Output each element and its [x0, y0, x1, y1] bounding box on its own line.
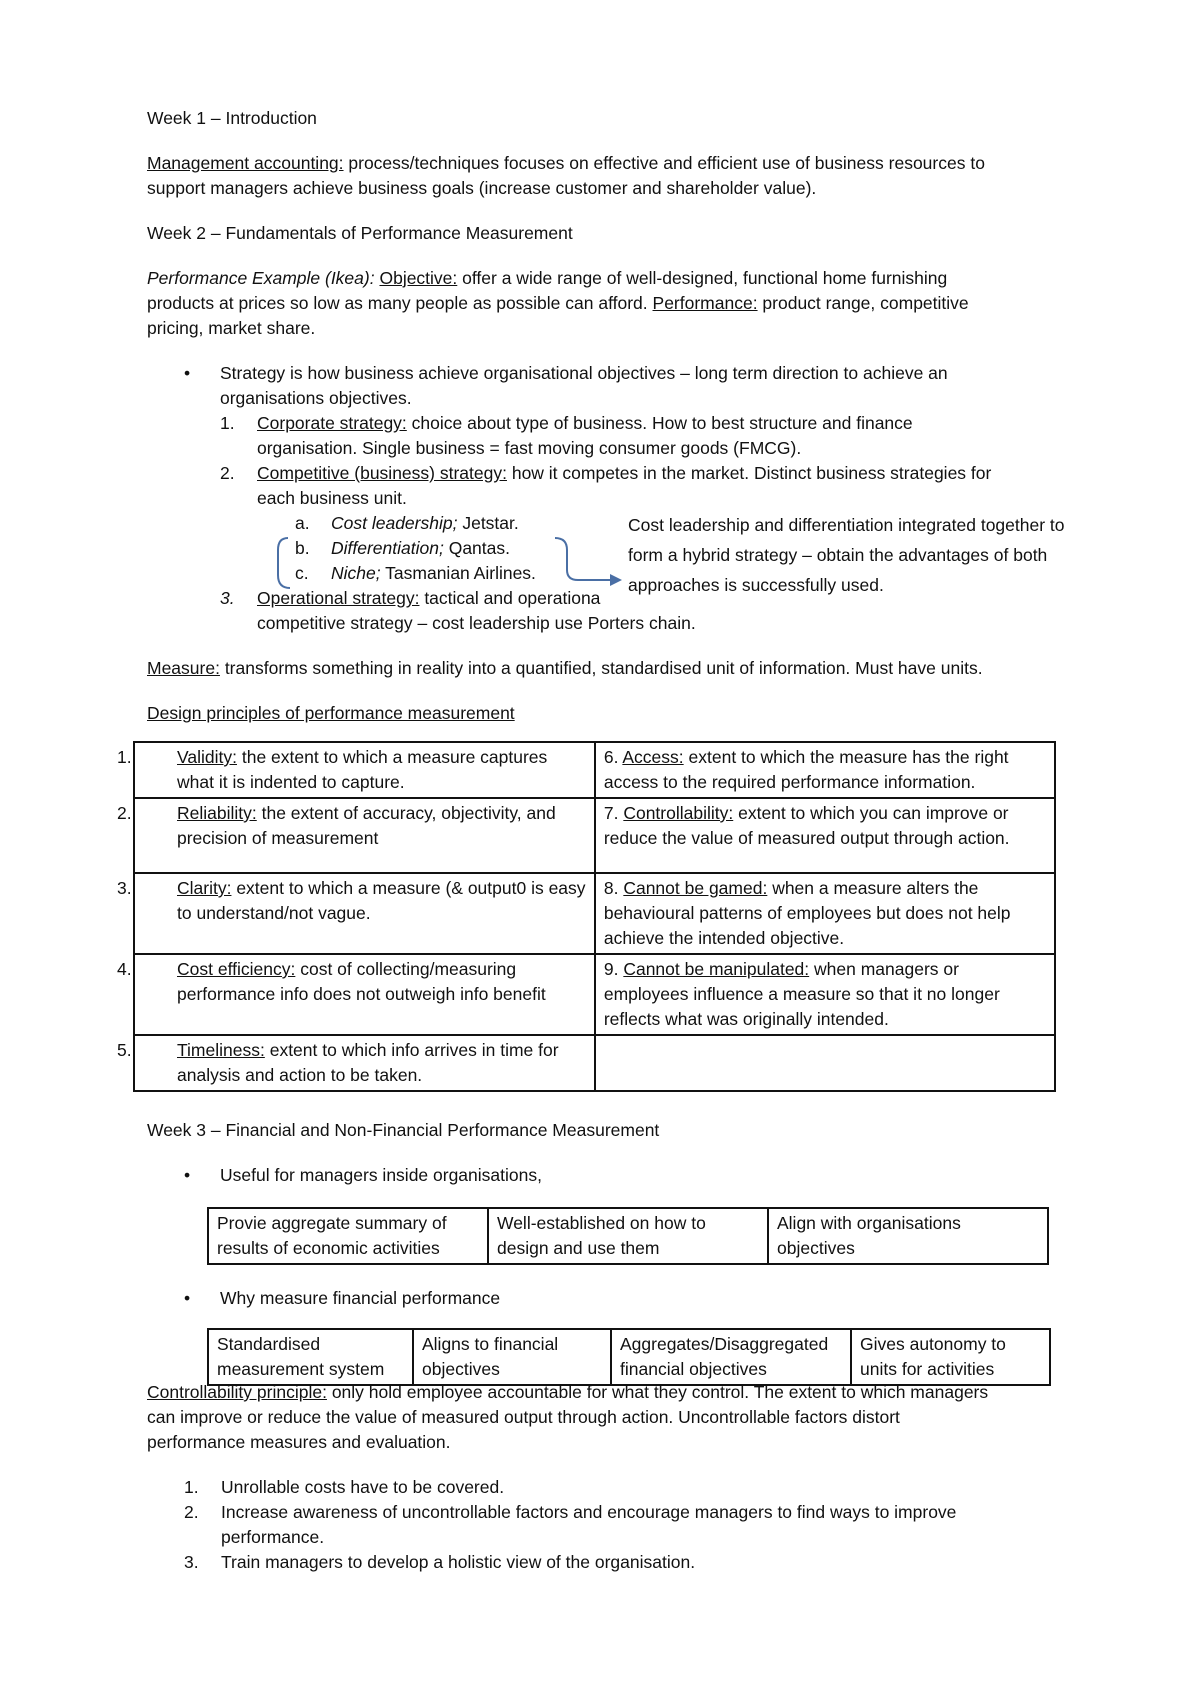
- principle-cell: [117, 954, 595, 1035]
- useful-table: [207, 1207, 1049, 1265]
- strategy-bullet-cont: organisations objectives.: [220, 388, 412, 408]
- list-text: Increase awareness of uncontrollable factors and encourage managers to find ways to improve performance.: [221, 1502, 957, 1547]
- list-number: 1.: [220, 413, 235, 433]
- principle-cell: [595, 742, 1055, 798]
- principle-number: 2.: [117, 803, 132, 823]
- sub-letter: b.: [295, 538, 310, 558]
- principle-cell: [117, 1035, 595, 1091]
- principle-term: Access:: [622, 747, 684, 767]
- controllability-principle: [147, 1380, 1147, 1405]
- operational-strategy-cont: competitive strategy – cost leadership use Porters chain.: [257, 613, 696, 633]
- design-principles-heading: Design principles of performance measurement: [147, 703, 515, 723]
- principle-term: Cannot be manipulated:: [623, 959, 810, 979]
- useful-cell: Well-established on how to design and use them: [488, 1208, 768, 1264]
- definition-text: process/techniques focuses on effective and efficient use of business resources to: [343, 153, 985, 173]
- strategy-text: tactical and operationa: [419, 588, 601, 608]
- strategy-text: how it competes in the market. Distinct business strategies for: [506, 463, 992, 483]
- principle-text: when managers or employees influence a measure so that it no longer reflects what was originally intended.: [603, 959, 1000, 1029]
- week2-heading: Week 2 – Fundamentals of Performance Measurement: [147, 223, 573, 243]
- principle-text: extent to which you can improve or reduce the value of measured output through action.: [603, 803, 1010, 848]
- list-text: Unrollable costs have to be covered.: [221, 1477, 505, 1497]
- principle-term: Cannot be gamed:: [623, 878, 768, 898]
- controllability-list: [184, 1475, 1064, 1575]
- why-bullet: Why measure financial performance: [220, 1288, 501, 1308]
- measure-definition: [147, 656, 1147, 681]
- why-cell: Standardised measurement system: [208, 1329, 413, 1385]
- list-number: 3.: [184, 1552, 199, 1572]
- definition-text: transforms something in reality into a quantified, standardised unit of information. Must have units.: [219, 658, 983, 678]
- controllability-principle-cont: can improve or reduce the value of measured output through action. Uncontrollable factors distort: [147, 1407, 900, 1427]
- principle-cell: [595, 873, 1055, 954]
- performance-example-cont2: pricing, market share.: [147, 318, 316, 338]
- principle-text: when a measure alters the behavioural patterns of employees but does not help achieve the intended objective.: [603, 878, 1011, 948]
- definition-text: only hold employee accountable for what they control. The extent to which managers: [326, 1382, 989, 1402]
- corporate-strategy-cont: organisation. Single business = fast moving consumer goods (FMCG).: [257, 438, 802, 458]
- list-number: 1.: [184, 1477, 199, 1497]
- example-text: products at prices so low as many people as possible can afford.: [147, 293, 653, 313]
- principle-term: Reliability:: [177, 803, 257, 823]
- term: Cost leadership;: [331, 513, 458, 533]
- principle-number: 7.: [603, 803, 619, 823]
- principle-number: 1.: [117, 747, 132, 767]
- principle-text: extent to which info arrives in time for analysis and action to be taken.: [177, 1040, 559, 1085]
- principle-term: Clarity:: [177, 878, 232, 898]
- bullet-icon: •: [184, 1288, 191, 1308]
- term: Niche;: [331, 563, 381, 583]
- term: Operational strategy:: [257, 588, 420, 608]
- management-accounting-definition-cont: support managers achieve business goals (increase customer and shareholder value).: [147, 178, 817, 198]
- controllability-principle-cont2: performance measures and evaluation.: [147, 1432, 451, 1452]
- list-item: [184, 1475, 1064, 1500]
- term: Measure:: [147, 658, 220, 678]
- example-text: product range, competitive: [757, 293, 969, 313]
- example-text: offer a wide range of well-designed, functional home furnishing: [457, 268, 948, 288]
- principle-text: the extent of accuracy, objectivity, and precision of measurement: [177, 803, 556, 848]
- principle-number: 8.: [603, 878, 619, 898]
- week1-heading: Week 1 – Introduction: [147, 108, 317, 128]
- why-cell: Aligns to financial objectives: [413, 1329, 611, 1385]
- example-label: Performance Example (Ikea):: [147, 268, 375, 288]
- sub-letter: a.: [295, 513, 310, 533]
- term: Management accounting:: [147, 153, 344, 173]
- principle-number: 5.: [117, 1040, 132, 1060]
- strategy-text: choice about type of business. How to best structure and finance: [406, 413, 913, 433]
- example: Tasmanian Airlines.: [380, 563, 536, 583]
- principle-term: Timeliness:: [177, 1040, 265, 1060]
- list-text: Train managers to develop a holistic view of the organisation.: [221, 1552, 696, 1572]
- list-item: [184, 1550, 1064, 1575]
- useful-cell: Provie aggregate summary of results of economic activities: [208, 1208, 488, 1264]
- list-number: 3.: [220, 588, 235, 608]
- principle-text: extent to which the measure has the right access to the required performance information.: [603, 747, 1009, 792]
- list-number: 2.: [184, 1502, 199, 1522]
- term: Corporate strategy:: [257, 413, 407, 433]
- why-cell: Gives autonomy to units for activities: [851, 1329, 1050, 1385]
- principle-number: 9.: [603, 959, 619, 979]
- competitive-strategy-cont: each business unit.: [257, 488, 407, 508]
- principle-number: 3.: [117, 878, 132, 898]
- term: Differentiation;: [331, 538, 444, 558]
- principle-cell: [595, 1035, 1055, 1091]
- useful-cell: Align with organisations objectives: [768, 1208, 1048, 1264]
- sub-letter: c.: [295, 563, 309, 583]
- principle-number: 6.: [603, 747, 619, 767]
- example: Jetstar.: [457, 513, 519, 533]
- principle-term: Cost efficiency:: [177, 959, 296, 979]
- list-number: 2.: [220, 463, 235, 483]
- design-principles-table: [117, 741, 1056, 1092]
- principle-cell: [117, 873, 595, 954]
- list-item: [184, 1500, 1064, 1550]
- strategy-bullet: Strategy is how business achieve organisational objectives – long term direction to achieve an: [220, 363, 948, 383]
- principle-text: extent to which a measure (& output0 is easy to understand/not vague.: [177, 878, 586, 923]
- table-row: [134, 873, 1055, 954]
- example: Qantas.: [443, 538, 510, 558]
- bullet-icon: •: [184, 1165, 191, 1185]
- hybrid-strategy-callout: Cost leadership and differentiation integrated together to form a hybrid strategy – obtain the advantages of both approaches is successfully used.: [628, 515, 1065, 595]
- why-measure-table: [207, 1328, 1051, 1386]
- principle-cell: [117, 798, 595, 873]
- principle-cell: [595, 954, 1055, 1035]
- term: Performance:: [652, 293, 758, 313]
- table-row: [134, 1035, 1055, 1091]
- table-row: [134, 954, 1055, 1035]
- principle-term: Validity:: [177, 747, 237, 767]
- term: Controllability principle:: [147, 1382, 327, 1402]
- table-row: [134, 742, 1055, 798]
- bullet-icon: •: [184, 363, 191, 383]
- principle-text: cost of collecting/measuring performance info does not outweigh info benefit: [177, 959, 546, 1004]
- why-cell: Aggregates/Disaggregated financial objectives: [611, 1329, 851, 1385]
- week3-heading: Week 3 – Financial and Non-Financial Performance Measurement: [147, 1120, 660, 1140]
- principle-cell: [595, 798, 1055, 873]
- term: Competitive (business) strategy:: [257, 463, 507, 483]
- principle-term: Controllability:: [623, 803, 734, 823]
- useful-bullet: Useful for managers inside organisations,: [220, 1165, 542, 1185]
- term: Objective:: [379, 268, 458, 288]
- principle-number: 4.: [117, 959, 132, 979]
- principle-cell: [117, 742, 595, 798]
- principle-text: the extent to which a measure captures what it is indented to capture.: [177, 747, 548, 792]
- table-row: [134, 798, 1055, 873]
